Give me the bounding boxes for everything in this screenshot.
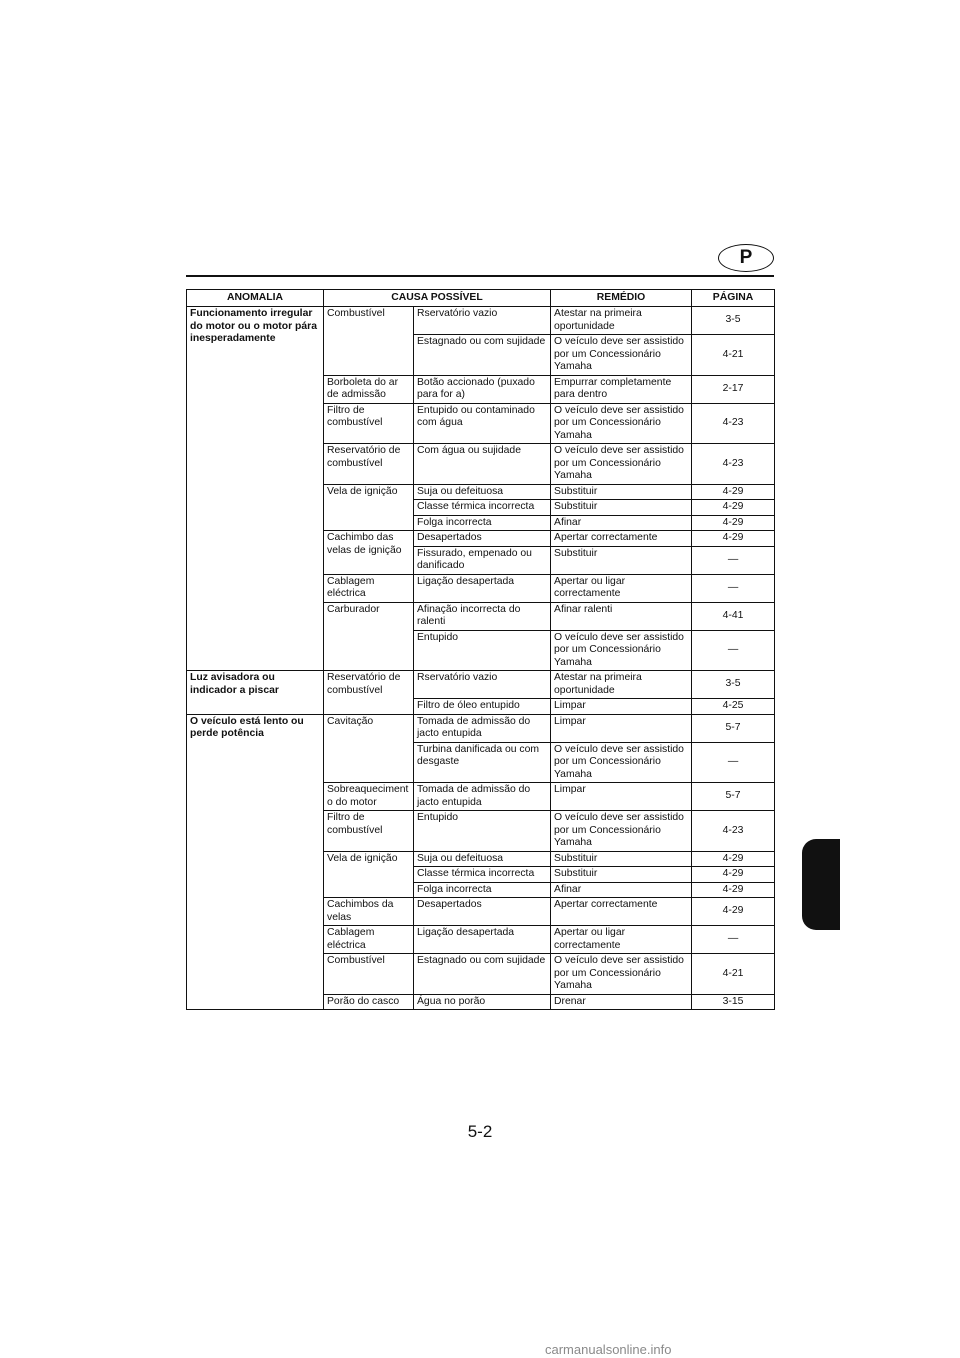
table-row <box>187 307 775 335</box>
page-ref-cell: 4-23 <box>692 811 775 852</box>
remedy-cell: Afinar <box>551 515 692 531</box>
cause-detail-cell: Entupido <box>414 630 551 671</box>
cause-detail-cell: Desapertados <box>414 898 551 926</box>
table-row <box>187 714 775 742</box>
remedy-cell: Limpar <box>551 714 692 742</box>
cause-detail-cell: Folga incorrecta <box>414 515 551 531</box>
remedy-cell: O veículo deve ser assistido por um Concessionário Yamaha <box>551 444 692 485</box>
remedy-cell: Atestar na primeira oportunidade <box>551 307 692 335</box>
remedy-cell: Substituir <box>551 546 692 574</box>
remedy-cell: Apertar correctamente <box>551 898 692 926</box>
page-ref-cell: 3-5 <box>692 307 775 335</box>
page-ref-cell: 4-21 <box>692 335 775 376</box>
table-body <box>187 307 775 1010</box>
page-ref-cell: 4-23 <box>692 403 775 444</box>
remedy-cell: Apertar correctamente <box>551 531 692 547</box>
remedy-cell: Apertar ou ligar correctamente <box>551 574 692 602</box>
troubleshooting-table <box>186 289 775 1010</box>
cause-cell: Combustível <box>324 954 414 995</box>
language-badge: P <box>718 244 774 272</box>
cause-detail-cell: Classe térmica incorrecta <box>414 867 551 883</box>
remedy-cell: Afinar <box>551 882 692 898</box>
table-row <box>187 671 775 699</box>
page-ref-cell: 4-29 <box>692 484 775 500</box>
cause-detail-cell: Com água ou sujidade <box>414 444 551 485</box>
remedy-cell: O veículo deve ser assistido por um Concessionário Yamaha <box>551 335 692 376</box>
cause-detail-cell: Desapertados <box>414 531 551 547</box>
header-rule <box>186 275 774 277</box>
cause-detail-cell: Ligação desapertada <box>414 926 551 954</box>
cause-detail-cell: Filtro de óleo entupido <box>414 699 551 715</box>
cause-cell: Vela de ignição <box>324 851 414 898</box>
cause-detail-cell: Estagnado ou com sujidade <box>414 335 551 376</box>
header-cause: CAUSA POSSÍVEL <box>324 290 551 307</box>
cause-detail-cell: Estagnado ou com sujidade <box>414 954 551 995</box>
cause-detail-cell: Fissurado, empenado ou danificado <box>414 546 551 574</box>
cause-detail-cell: Água no porão <box>414 994 551 1010</box>
remedy-cell: Empurrar completamente para dentro <box>551 375 692 403</box>
remedy-cell: Limpar <box>551 699 692 715</box>
cause-detail-cell: Classe térmica incorrecta <box>414 500 551 516</box>
chapter-tab <box>802 839 840 930</box>
cause-cell: Cachimbos da velas <box>324 898 414 926</box>
anomaly-cell: O veículo está lento ou perde potência <box>187 714 324 1010</box>
page-ref-cell: 3-5 <box>692 671 775 699</box>
page-ref-cell: 4-23 <box>692 444 775 485</box>
cause-cell: Filtro de combustível <box>324 403 414 444</box>
cause-cell: Reservatório de combustível <box>324 671 414 715</box>
remedy-cell: Substituir <box>551 867 692 883</box>
page-ref-cell: — <box>692 574 775 602</box>
anomaly-cell: Funcionamento irregular do motor ou o motor pára inesperadamente <box>187 307 324 671</box>
remedy-cell: Apertar ou ligar correctamente <box>551 926 692 954</box>
cause-detail-cell: Suja ou defeituosa <box>414 851 551 867</box>
cause-detail-cell: Botão accionado (puxado para for a) <box>414 375 551 403</box>
cause-cell: Filtro de combustível <box>324 811 414 852</box>
cause-cell: Sobreaquecimento do motor <box>324 783 414 811</box>
page-ref-cell: 4-25 <box>692 699 775 715</box>
page-ref-cell: 4-29 <box>692 867 775 883</box>
page-ref-cell: — <box>692 926 775 954</box>
header-anomaly: ANOMALIA <box>187 290 324 307</box>
cause-cell: Cablagem eléctrica <box>324 926 414 954</box>
table-header-row <box>187 290 775 307</box>
cause-cell: Vela de ignição <box>324 484 414 531</box>
cause-cell: Porão do casco <box>324 994 414 1010</box>
remedy-cell: Afinar ralenti <box>551 602 692 630</box>
page-ref-cell: 4-21 <box>692 954 775 995</box>
watermark: carmanualsonline.info <box>545 1342 672 1357</box>
page-ref-cell: 4-29 <box>692 531 775 547</box>
page-ref-cell: 3-15 <box>692 994 775 1010</box>
page-ref-cell: 4-29 <box>692 851 775 867</box>
remedy-cell: Limpar <box>551 783 692 811</box>
remedy-cell: O veículo deve ser assistido por um Concessionário Yamaha <box>551 742 692 783</box>
cause-cell: Cavitação <box>324 714 414 783</box>
page-ref-cell: 2-17 <box>692 375 775 403</box>
page-ref-cell: 4-29 <box>692 898 775 926</box>
anomaly-cell: Luz avisadora ou indicador a piscar <box>187 671 324 715</box>
cause-cell: Cablagem eléctrica <box>324 574 414 602</box>
page-ref-cell: 4-29 <box>692 515 775 531</box>
header-page: PÁGINA <box>692 290 775 307</box>
cause-detail-cell: Ligação desapertada <box>414 574 551 602</box>
page-ref-cell: — <box>692 546 775 574</box>
remedy-cell: O veículo deve ser assistido por um Concessionário Yamaha <box>551 403 692 444</box>
cause-detail-cell: Entupido ou contaminado com água <box>414 403 551 444</box>
remedy-cell: Substituir <box>551 484 692 500</box>
remedy-cell: O veículo deve ser assistido por um Concessionário Yamaha <box>551 811 692 852</box>
cause-detail-cell: Rservatório vazio <box>414 671 551 699</box>
remedy-cell: Substituir <box>551 851 692 867</box>
cause-cell: Combustível <box>324 307 414 376</box>
cause-cell: Carburador <box>324 602 414 671</box>
cause-cell: Borboleta do ar de admissão <box>324 375 414 403</box>
cause-cell: Reservatório de combustível <box>324 444 414 485</box>
page-number: 5-2 <box>467 1122 493 1141</box>
cause-cell: Cachimbo das velas de ignição <box>324 531 414 575</box>
cause-detail-cell: Afinação incorrecta do ralenti <box>414 602 551 630</box>
remedy-cell: Drenar <box>551 994 692 1010</box>
page-ref-cell: — <box>692 742 775 783</box>
cause-detail-cell: Entupido <box>414 811 551 852</box>
remedy-cell: O veículo deve ser assistido por um Concessionário Yamaha <box>551 630 692 671</box>
remedy-cell: O veículo deve ser assistido por um Concessionário Yamaha <box>551 954 692 995</box>
remedy-cell: Substituir <box>551 500 692 516</box>
page-ref-cell: 4-41 <box>692 602 775 630</box>
page-ref-cell: 4-29 <box>692 500 775 516</box>
page-ref-cell: 5-7 <box>692 714 775 742</box>
page-ref-cell: 4-29 <box>692 882 775 898</box>
header-remedy: REMÉDIO <box>551 290 692 307</box>
cause-detail-cell: Tomada de admissão do jacto entupida <box>414 714 551 742</box>
remedy-cell: Atestar na primeira oportunidade <box>551 671 692 699</box>
page-ref-cell: 5-7 <box>692 783 775 811</box>
cause-detail-cell: Folga incorrecta <box>414 882 551 898</box>
cause-detail-cell: Suja ou defeituosa <box>414 484 551 500</box>
cause-detail-cell: Rservatório vazio <box>414 307 551 335</box>
cause-detail-cell: Turbina danificada ou com desgaste <box>414 742 551 783</box>
cause-detail-cell: Tomada de admissão do jacto entupida <box>414 783 551 811</box>
page-ref-cell: — <box>692 630 775 671</box>
